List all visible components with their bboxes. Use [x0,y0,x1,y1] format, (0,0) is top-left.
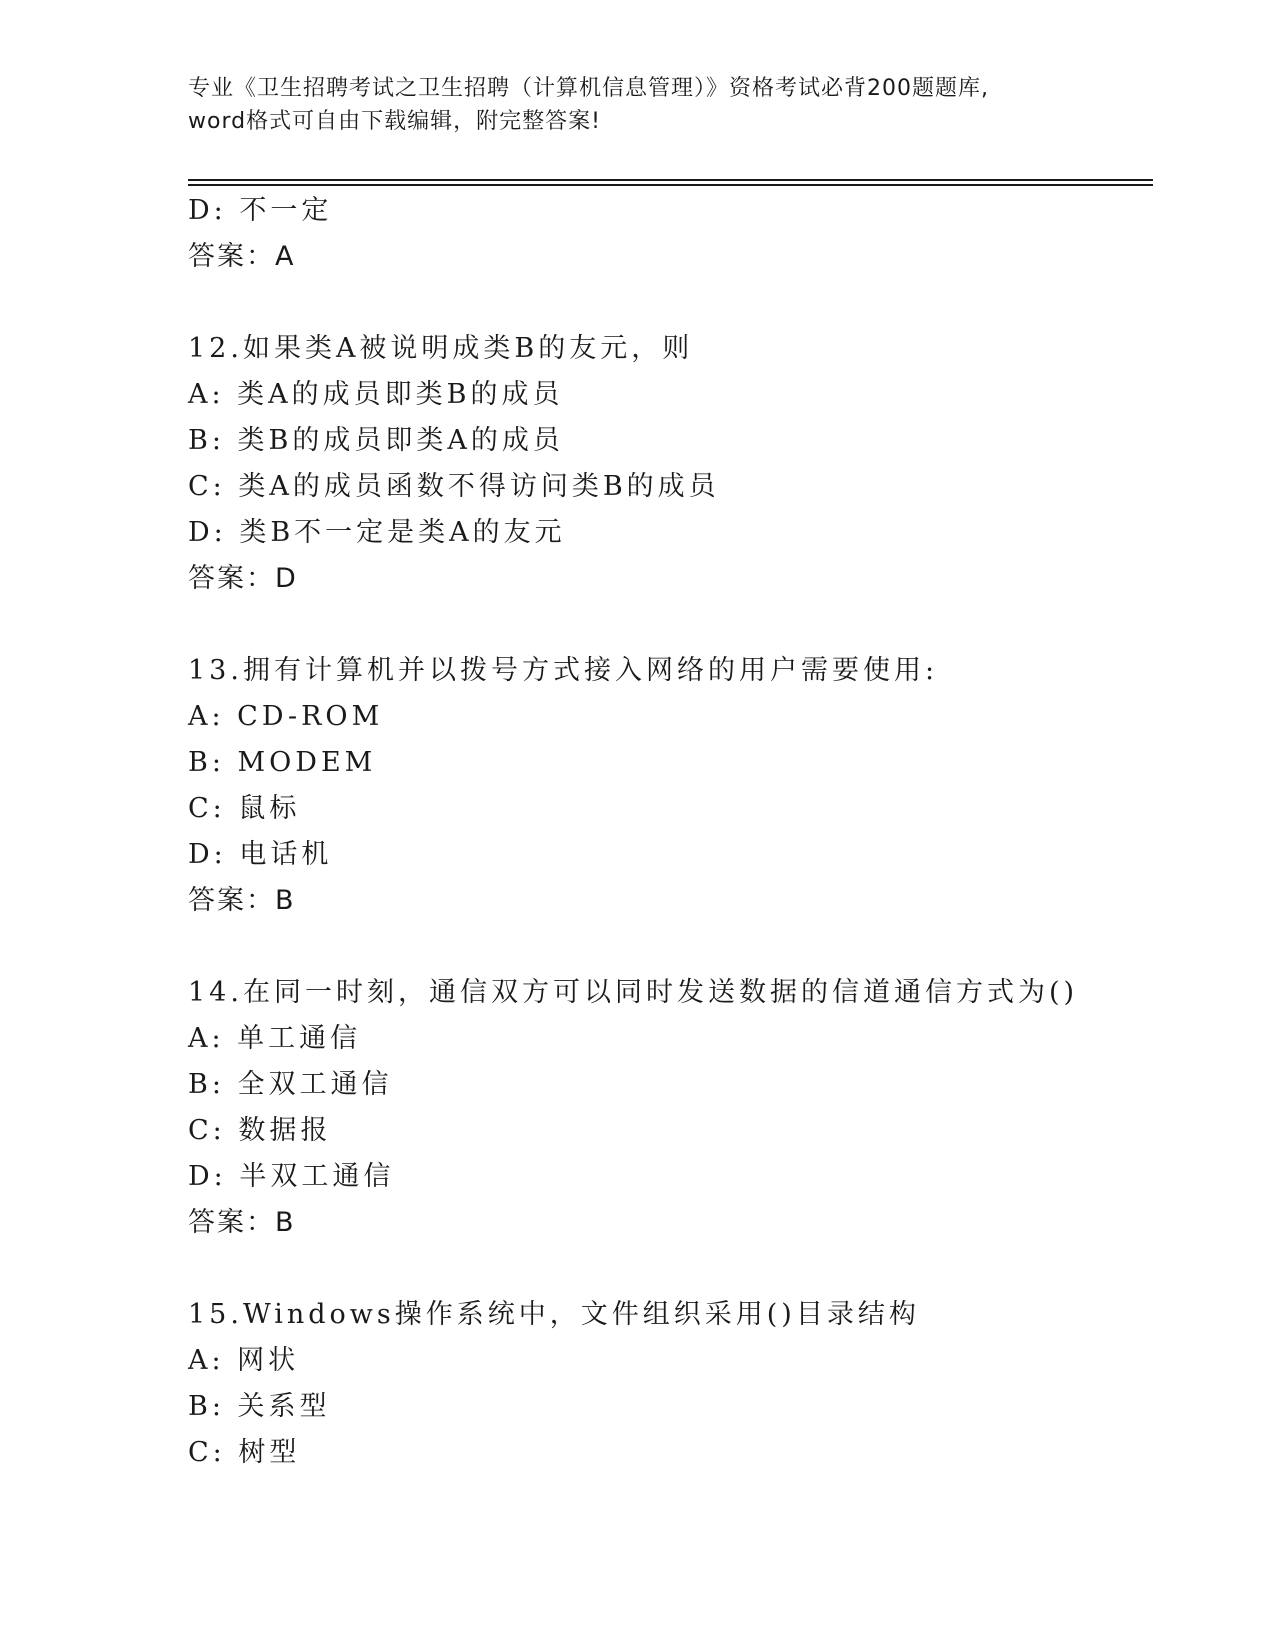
spacer [188,280,1188,326]
option-a: A: 网状 [188,1345,300,1376]
header-divider-bottom [188,184,1153,186]
answer-line: 答案：A [188,241,296,272]
question-12 [188,326,1188,602]
spacer [188,1246,1188,1292]
option-d: D: 半双工通信 [188,1161,395,1192]
option-d: D: 不一定 [188,195,333,226]
answer-line: 答案：B [188,1207,296,1238]
option-b: B: 全双工通信 [188,1069,393,1100]
question-15 [188,1292,1188,1476]
option-c: C: 鼠标 [188,793,301,824]
header-divider-top [188,179,1153,181]
option-a: A: CD-ROM [188,701,384,732]
option-c: C: 类A的成员函数不得访问类B的成员 [188,471,720,502]
header-title-line-2: word格式可自由下载编辑，附完整答案! [188,109,601,134]
option-c: C: 数据报 [188,1115,332,1146]
answer-line: 答案：B [188,885,296,916]
spacer [188,924,1188,970]
question-stem: 14.在同一时刻，通信双方可以同时发送数据的信道通信方式为() [188,977,1079,1008]
question-14 [188,970,1188,1246]
question-stem: 12.如果类A被说明成类B的友元，则 [188,333,694,364]
option-d: D: 电话机 [188,839,333,870]
option-b: B: 关系型 [188,1391,331,1422]
document-header [188,72,1088,138]
question-stem: 15.Windows操作系统中，文件组织采用()目录结构 [188,1299,920,1330]
question-13 [188,648,1188,924]
option-b: B: 类B的成员即类A的成员 [188,425,564,456]
option-c: C: 树型 [188,1437,301,1468]
question-list [188,188,1188,1476]
answer-line: 答案：D [188,563,298,594]
option-a: A: 单工通信 [188,1023,362,1054]
option-a: A: 类A的成员即类B的成员 [188,379,564,410]
option-b: B: MODEM [188,747,377,778]
option-d: D: 类B不一定是类A的友元 [188,517,566,548]
question-stem: 13.拥有计算机并以拨号方式接入网络的用户需要使用: [188,655,939,686]
question-11-tail [188,188,1188,280]
spacer [188,602,1188,648]
header-title-line-1: 专业《卫生招聘考试之卫生招聘（计算机信息管理）》资格考试必背200题题库, [188,76,989,101]
